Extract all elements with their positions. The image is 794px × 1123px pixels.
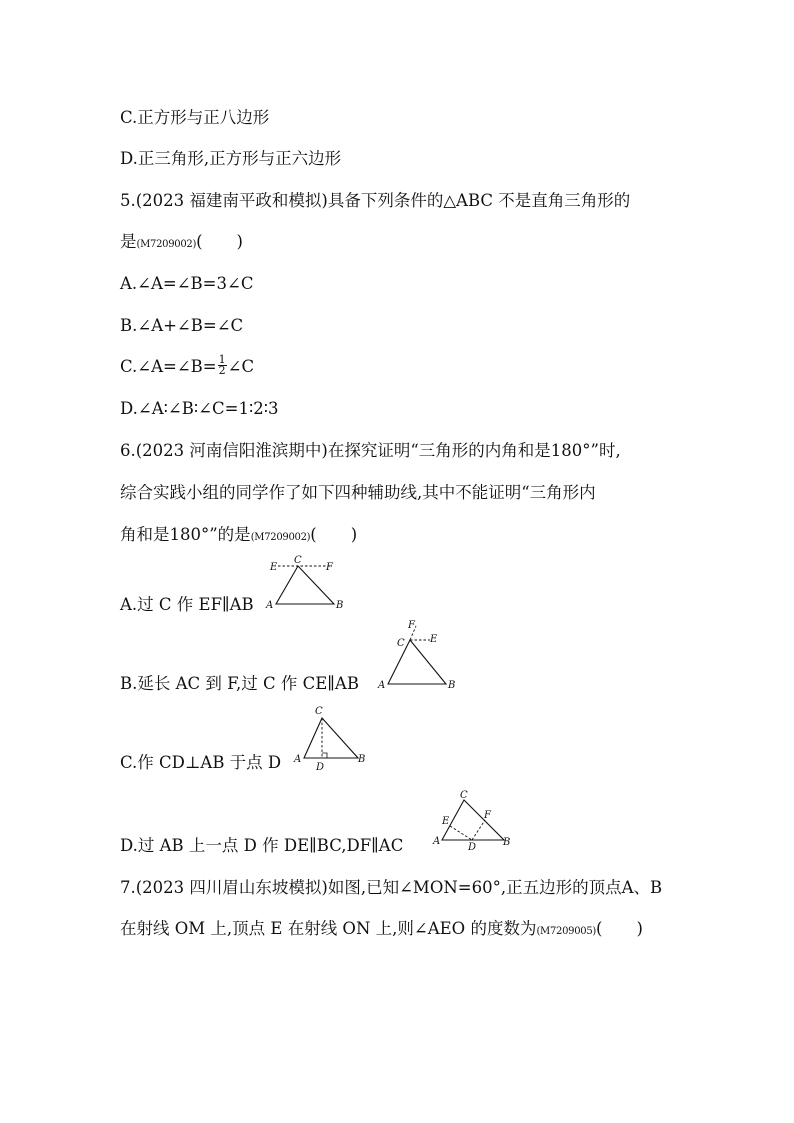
label-b: B [336,600,344,611]
q6-stem-text: 角和是180°”的是 [120,525,251,544]
label-f: F [326,562,333,573]
triangle-abc [304,718,358,758]
q6-answer-paren-close: ) [350,525,358,544]
q5-stem-text: 是 [120,232,137,251]
q6-answer-paren-open: ( [310,525,317,544]
label-b: B [448,680,456,691]
label-b: B [503,837,511,848]
label-a: A [266,600,274,611]
label-a: A [378,680,386,691]
q7-question-code: (M7209005) [536,926,597,937]
q5-option-d: D.∠A∶∠B∶∠C=1∶2∶3 [120,399,279,418]
label-e: E [442,816,450,827]
fraction-numerator: 1 [218,353,226,366]
q4-option-c: C.正方形与正八边形 [120,108,270,127]
q6-figure-c [290,700,374,774]
label-d: D [468,842,477,853]
q6-option-c: C.作 CD⊥AB 于点 D [120,753,282,772]
q5-option-c [120,353,255,378]
q6-figure-b [374,618,466,690]
label-a: A [294,754,302,765]
label-f: F [484,810,491,821]
q5-option-a: A.∠A=∠B=3∠C [120,274,254,293]
q6-stem-line1: 6.(2023 河南信阳淮滨期中)在探究证明“三角形的内角和是180°”时, [120,441,621,460]
line-df-dashed [472,820,485,840]
q7-stem-line1: 7.(2023 四川眉山东坡模拟)如图,已知∠MON=60°,正五边形的顶点A、B [120,878,663,897]
q5-stem-line1: 5.(2023 福建南平政和模拟)具备下列条件的△ABC 不是直角三角形的 [120,191,631,210]
label-f: F [408,620,415,631]
q6-figure-d [430,786,516,852]
label-c: C [460,790,468,801]
q6-option-d: D.过 AB 上一点 D 作 DE∥BC,DF∥AC [120,836,404,855]
q6-figure-a [264,554,354,614]
q7-answer-paren-open: ( [596,919,603,938]
q5-answer-paren-close: ) [236,232,243,251]
q6-stem-line2: 综合实践小组的同学作了如下四种辅助线,其中不能证明“三角形内 [120,483,596,502]
label-c: C [294,555,302,566]
label-c: C [397,638,405,649]
q5-option-b: B.∠A+∠B=∠C [120,316,244,335]
q5-option-c-prefix: C.∠A=∠B= [120,357,217,376]
q6-option-b: B.延长 AC 到 F,过 C 作 CE∥AB [120,674,359,693]
q5-answer-paren-open: ( [196,232,203,251]
label-e: E [270,562,278,573]
line-de-dashed [450,826,472,840]
right-angle-mark [322,753,327,758]
fraction-denominator: 2 [218,364,226,377]
q6-stem-line3 [120,524,357,549]
q6-question-code: (M7209002) [250,532,311,543]
label-b: B [358,754,366,765]
q7-stem-text: 在射线 OM 上,顶点 E 在射线 ON 上,则∠AEO 的度数为 [120,919,537,938]
q6-option-a: A.过 C 作 EF∥AB [120,595,254,614]
label-c: C [315,706,323,717]
label-d: D [316,762,325,773]
q5-stem-line2 [120,231,243,256]
q4-option-d: D.正三角形,正方形与正六边形 [120,149,342,168]
q5-option-c-suffix: ∠C [227,357,255,376]
label-a: A [433,836,441,847]
q7-stem-line2 [120,918,643,943]
q5-question-code: (M7209002) [136,239,197,250]
triangle-abc [442,800,504,840]
q7-answer-paren-close: ) [636,919,643,938]
label-e: E [430,634,438,645]
q5-option-c-fraction [218,355,227,376]
